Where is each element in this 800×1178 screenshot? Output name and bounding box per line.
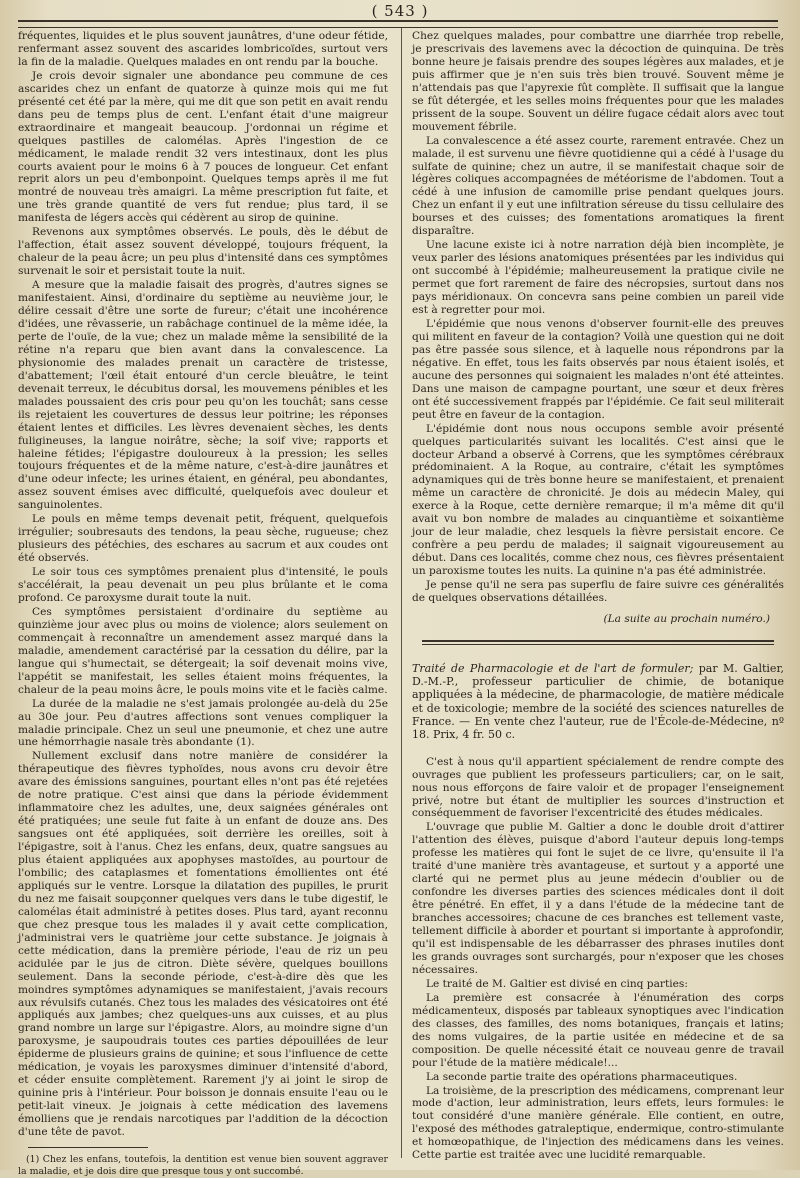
header-rule	[18, 20, 778, 28]
footnote: (1) Chez les enfans, toutefois, la dentition est venue bien souvent aggraver la maladie, et je dois dire que presque tous y ont succombé.	[18, 1154, 388, 1178]
paragraph: La seconde partie traite des opérations pharmaceutiques.	[426, 1070, 738, 1083]
paragraph: fréquentes, liquides et le plus souvent jaunâtres, d'une odeur fétide, renfermant assez souvent des ascarides lombricoïdes, surtout vers la fin de la maladie. Quelques malades en ont rendu par la bouche.	[18, 30, 388, 68]
paragraph: La durée de la maladie ne s'est jamais prolongée au-delà du 25e au 30e jour. Peu d'autres affections sont venues compliquer la maladie principale. Chez un seul une pneumonie, et chez une autre une hémorrhagie nasale très abondante (1).	[18, 697, 388, 749]
paragraph: Ces symptômes persistaient d'ordinaire du septième au quinzième jour avec plus ou moins de violence; alors seulement on commençait à reconnaître un amendement assez marqué dans la maladie, amendement caractérisé par la cessation du délire, par la langue qui s'humectait, se détergeait; la soif devenait moins vive, l'appétit se manifestait, les selles étaient moins fréquentes, la chaleur de la peau moins âcre, le pouls moins vite et le faciès calme.	[18, 605, 388, 696]
paragraph: Je crois devoir signaler une abondance peu commune de ces ascarides chez un enfant de quatorze à quinze mois qui me fut présenté cet été par la mère, qui me dit que son petit en avait rendu dans peu de temps plus de cent. L'enfant était d'une maigreur extraordinaire et mangeait beaucoup. J'ordonnai un régime et quelques pastilles de calomélas. Après l'ingestion de ce médicament, le malade rendit 32 vers intestinaux, dont les plus courts avaient pour le moins 6 à 7 pouces de longueur. Cet enfant reprit alors un peu d'embonpoint. Quelques temps après il me fut montré de nouveau très amaigri. La même prescription fut faite, et une très grande quantité de vers fut rendue; plus tard, il se manifesta de légers accès qui cédèrent au sirop de quinine.	[18, 69, 388, 225]
continuation-note: (La suite au prochain numéro.)	[603, 612, 770, 625]
paragraph: C'est à nous qu'il appartient spécialement de rendre compte des ouvrages que publient les professeurs particuliers; car, on le sait, nous nous efforçons de faire valoir et de propager l'enseignement privé, notre but étant de multiplier les sources d'instruction et conséquemment de favoriser l'excentricité des études médicales.	[412, 755, 784, 820]
paragraph: Le traité de M. Galtier est divisé en cinq parties:	[426, 977, 688, 990]
paragraph: Le pouls en même temps devenait petit, fréquent, quelquefois irrégulier; soubresauts des tendons, la peau sèche, rugueuse; chez plusieurs des pétéchies, des eschares au sacrum et aux coudes ont été observés.	[18, 513, 388, 565]
page-number: ( 543 )	[371, 2, 429, 20]
paragraph: La première est consacrée à l'énumération des corps médicamenteux, disposés par tableaux synoptiques avec l'indication des classes, des familles, des noms botaniques, français et latins; des noms vulgaires, de la partie usitée en médecine et de sa composition. De quelle nécessité était ce nouveau genre de travail pour l'étude de la matière médicale!...	[412, 991, 784, 1069]
column-divider	[401, 28, 402, 1158]
paragraph: Une lacune existe ici à notre narration déjà bien incomplète, je veux parler des lésions anatomiques présentées par les individus qui ont succombé à l'épidémie; malheureusement la pratique civile ne permet que fort rarement de faire des nécropsies, surtout dans nos pays méridionaux. On concevra sans peine combien un pareil vide est à regretter pour moi.	[412, 239, 784, 317]
paragraph: Nullement exclusif dans notre manière de considérer la thérapeutique des fièvres typhoïdes, nous avons cru devoir être avare des émissions sanguines, pourtant elles n'ont pas été rejetées de notre pratique. C'est ainsi que dans la période évidemment inflammatoire chez les adultes, une, deux saignées générales ont été pratiquées; une seule fut faite à un enfant de douze ans. Des sangsues ont été appliquées, soit derrière les oreilles, soit à l'épigastre, soit à l'anus. Chez les enfans, deux, quatre sangsues au plus étaient appliquées aux apophyses mastoïdes, au pourtour de l'ombilic; des cataplasmes et fomentations émollientes ont été appliqués sur le ventre. Lorsque la dilatation des pupilles, le prurit du nez me faisait soupçonner quelques vers dans le tube digestif, le calomélas était administré à petites doses. Plus tard, ayant reconnu que chez presque tous les malades il y avait cette complication, j'administrai vers le quatrième jour cette substance. Je joignais à cette médication, dans la première période, l'eau de riz un peu acidulée par le jus de citron. Diète sévère, quelques bouillons seulement. Dans la seconde période, c'est-à-dire dès que les moindres symptômes adynamiques se manifestaient, j'avais recours aux révulsifs cutanés. Chez tous les malades des vésicatoires ont été appliqués aux jambes; chez quelques-uns aux cuisses, et au plus grand nombre un large sur l'épigastre. Alors, au moindre signe d'un paroxysme, je saupoudrais toutes ces parties dépouillées de leur épiderme de plusieurs grains de quinine; et sous l'influence de cette médication, je voyais les paroxysmes diminuer d'intensité d'abord, et céder ensuite complètement. Rarement j'y ai joint le sirop de quinine pris à l'intérieur. Pour boisson je donnais ensuite l'eau ou le petit-lait vineux. Je joignais à cette médication des lavemens émolliens que je rendais narcotiques par l'addition de la décoction d'une tête de pavot.	[18, 750, 388, 1139]
paragraph: La convalescence a été assez courte, rarement entravée. Chez un malade, il est survenu une fièvre quotidienne qui a cédé à l'usage du sulfate de quinine; chez un autre, il se manifestait chaque soir de légères coliques accompagnées de météorisme de l'abdomen. Tout a cédé à une infusion de camomille prise pendant quelques jours. Chez un enfant il y eut une infiltration séreuse du tissu cellulaire des bourses et des cuisses; des fomentations aromatiques la firent disparaître.	[412, 134, 784, 238]
section-divider	[422, 640, 774, 646]
paragraph: Le soir tous ces symptômes prenaient plus d'intensité, le pouls s'accélérait, la peau devenait un peu plus brûlante et le coma profond. Ce paroxysme durait toute la nuit.	[18, 566, 388, 604]
paragraph: A mesure que la maladie faisait des progrès, d'autres signes se manifestaient. Ainsi, d'ordinaire du septième au neuvième jour, le délire cessait d'être une sorte de fureur; c'était une incohérence d'idées, une rêvasserie, un rabâchage continuel de la même idée, la perte de l'ouïe, de la vue; chez un malade même la sensibilité de la rétine n'a reparu que bien avant dans la convalescence. La physionomie des malades prenait un caractère de tristesse, d'abattement; l'œil était entouré d'un cercle bleuâtre, le teint devenait terreux, le décubitus dorsal, les mouvemens pénibles et les malades poussaient des cris pour peu qu'on les touchât; sans cesse ils rejetaient les couvertures de dessus leur poitrine; les réponses étaient lentes et difficiles. Les lèvres devenaient sèches, les dents fuligineuses, la langue noirâtre, sèche; la soif vive; rapports et haleine fétides; l'épigastre douloureux à la pression; les selles toujours fréquentes et de la même nature, c'est-à-dire jaunâtres et d'une odeur infecte; les urines étaient, en général, peu abondantes, assez souvent émises avec difficulté, quelquefois avec douleur et sanguinolentes.	[18, 279, 388, 512]
paragraph: L'ouvrage que publie M. Galtier a donc le double droit d'attirer l'attention des élèves, puisque d'abord l'auteur depuis long-temps professe les matières qui font le sujet de ce livre, qu'ensuite il l'a traité d'une manière très avantageuse, et surtout y a apporté une clarté qui ne permet plus au jeune médecin d'oublier ou de confondre les diverses parties des sciences médicales dont il doit être pénétré. En effet, il y a dans l'étude de la médecine tant de branches accessoires; chacune de ces branches est tellement vaste, tellement difficile à aborder et pourtant si importante à approfondir, qu'il est indispensable de les débarrasser des phrases inutiles dont les grands ouvrages sont surchargés, pour n'exposer que les choses nécessaires.	[412, 821, 784, 976]
paragraph: L'épidémie que nous venons d'observer fournit-elle des preuves qui militent en faveur de la contagion? Voilà une question qui ne doit pas être passée sous silence, et à laquelle nous répondrons par la négative. En effet, tous les faits observés par nous étaient isolés, et aucune des personnes qui soignaient les malades n'ont été atteintes. Dans une maison de campagne pourtant, une sœur et deux frères ont été successivement frappés par l'épidémie. Ce fait seul militerait peut être en faveur de la contagion.	[412, 317, 784, 421]
book-details: par M. Galtier, D.-M.-P., professeur particulier de chimie, de botanique appliquées à la médecine, de pharmacologie, de matière médicale et de toxicologie; membre de la société des sciences naturelles de France. — En vente chez l'auteur, rue de l'École-de-Médecine, nº 18. Prix, 4 fr. 50 c.	[412, 661, 784, 742]
book-title: Traité de Pharmacologie et de l'art de formuler;	[412, 661, 694, 675]
paragraph: La troisième, de la prescription des médicamens, comprenant leur mode d'action, leur administration, leurs effets, leurs formules: le tout considéré d'une manière générale. Elle contient, en outre, l'exposé des méthodes gatraleptique, endermique, contro-stimulante et homœopathique, de l'injection des médicamens dans les veines. Cette partie est traitée avec une lucidité remarquable.	[412, 1084, 784, 1162]
paragraph: Je pense qu'il ne sera pas superflu de faire suivre ces généralités de quelques observations détaillées.	[412, 579, 784, 604]
paragraph: L'épidémie dont nous nous occupons semble avoir présenté quelques particularités suivant les localités. C'est ainsi que le docteur Arband a observé à Correns, que les symptômes cérébraux prédominaient. A la Roque, au contraire, c'était les symptômes adynamiques qui de très bonne heure se manifestaient, et prenaient même un caractère de chronicité. Je dois au médecin Maley, qui exerce à la Roque, cette dernière remarque; il m'a même dit qu'il avait vu bon nombre de malades au cinquantième et soixantième jour de leur maladie, chez lesquels la fièvre persistait encore. Ce confrère a peu perdu de malades; il saignait vigoureusement au début. Dans ces localités, comme chez nous, ces fièvres présentaient un paroxisme toutes les nuits. La quinine n'a pas été administrée.	[412, 422, 784, 578]
left-column	[18, 30, 388, 1178]
book-review-heading	[412, 662, 784, 742]
right-column	[412, 30, 784, 1162]
footnote-rule	[28, 1147, 148, 1148]
paragraph: Chez quelques malades, pour combattre une diarrhée trop rebelle, je prescrivais des lavemens avec la décoction de quinquina. De très bonne heure je faisais prendre des soupes légères aux malades, et je puis affirmer que je n'en suis très bien trouvé. Souvent même je n'attendais pas que l'apyrexie fût complète. Il suffisait que la langue se fût détergée, et les selles moins fréquentes pour que les malades prissent de la soupe. Souvent un délire fugace cédait alors avec tout mouvement fébrile.	[412, 30, 784, 133]
paragraph: Revenons aux symptômes observés. Le pouls, dès le début de l'affection, était assez souvent développé, toujours fréquent, la chaleur de la peau âcre; un peu plus d'intensité dans ces symptômes survenait le soir et persistait toute la nuit.	[18, 226, 388, 278]
